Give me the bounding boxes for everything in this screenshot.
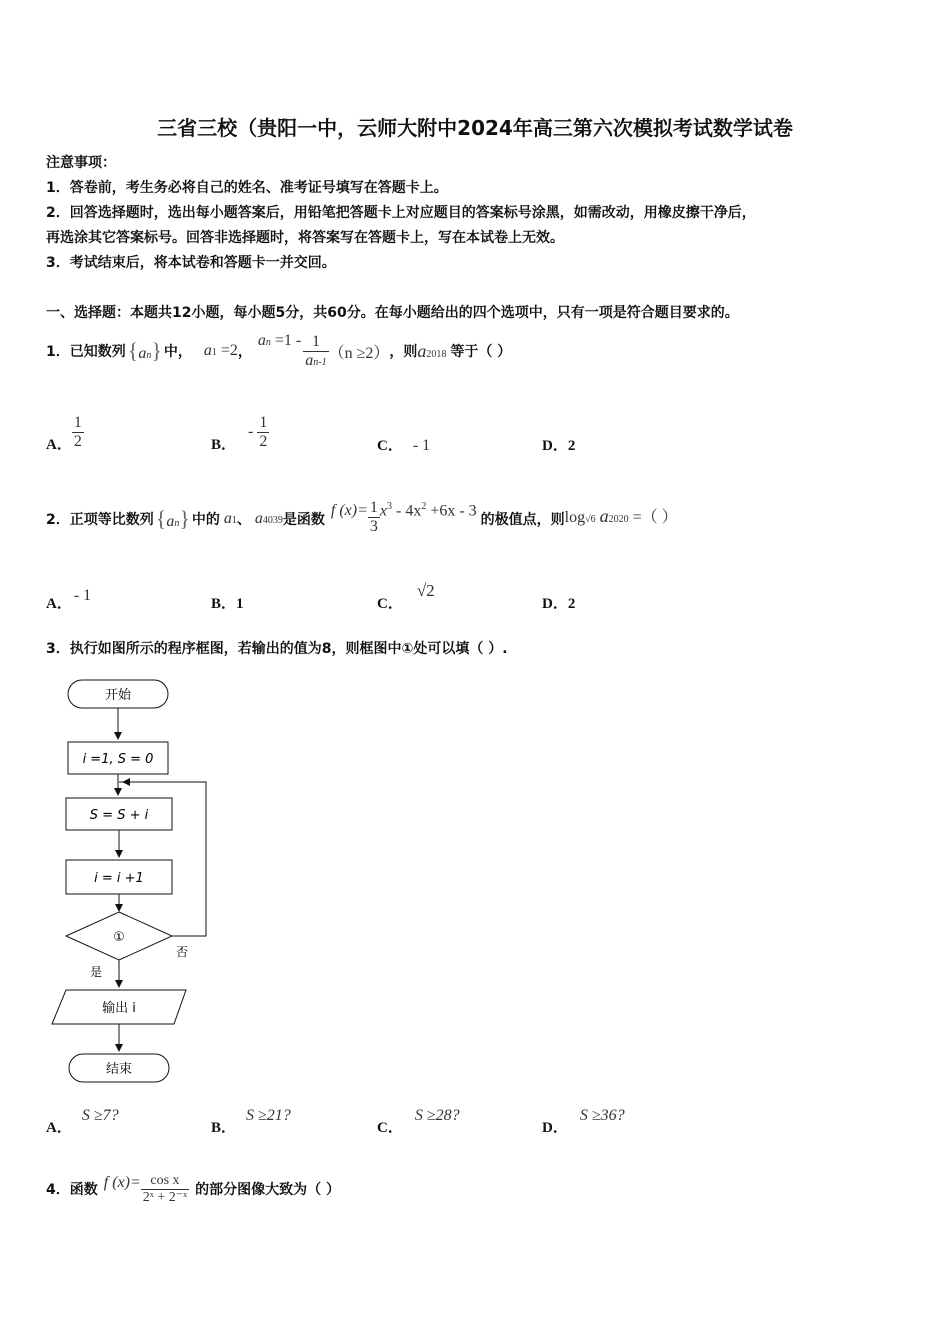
q4-fx: f (x)= [103,1174,141,1191]
q2-a1: a1 [223,510,237,527]
q1-option-b[interactable]: B． - $\frac{1}{2}$ [211,413,268,453]
q4-prefix: 4．函数 [46,1182,98,1198]
q2-sequence: {an} [155,506,190,531]
flow-increment-label: i = i +1 [94,871,144,886]
q2-is-function: 是函数 [282,512,325,528]
q2-option-d[interactable]: D．2 [542,596,576,612]
q1-tail: 等于（ ） [450,344,512,360]
q1-sequence: {an} [127,338,162,363]
flow-sum-label: S = S + i [89,808,149,823]
q2-option-a[interactable]: A． - 1 [46,587,92,612]
page-title: 三省三校（贵阳一中，云师大附中2024年高三第六次模拟考试数学试卷 [157,116,793,140]
section-heading: 一、选择题：本题共12小题，每小题5分，共60分。在每小题给出的四个选项中，只有一项是符合题目要求的。 [46,305,739,321]
q2-extreme: 的极值点，则 [480,512,565,528]
q3-option-b[interactable]: B．S ≥21? [211,1107,291,1136]
q3-option-c[interactable]: C．S ≥28? [377,1107,460,1136]
q1-comma: ， [237,344,252,360]
q1-then: ，则 [389,344,418,360]
question-4 [46,1164,340,1214]
q1-prefix: 1．已知数列 [46,344,126,360]
q1-a2018: a2018 [417,340,447,361]
q1-an: an =1 - [257,332,302,349]
flow-yes-label: 是 [89,965,103,979]
q1-option-a[interactable]: A． $\frac{1}{2}$ [46,413,82,453]
q4-tail: 的部分图像大致为（ ） [195,1182,341,1198]
q2-a4039: a4039 [254,510,283,527]
q2-option-c[interactable]: C．√2 [377,581,435,612]
flow-no-label: 否 [175,945,189,959]
notes-item-1: 1．答卷前，考生务必将自己的姓名、准考证号填写在答题卡上。 [46,180,448,196]
q1-option-c[interactable]: C． - 1 [377,437,431,454]
notes-item-3: 3．考试结束后，将本试卷和答题卡一并交回。 [46,255,336,271]
question-3: 3．执行如图所示的程序框图，若输出的值为8，则框图中①处可以填（ ）. [46,641,508,657]
q1-fraction: $\frac{1}{an-1}$ [305,332,327,369]
q2-sep: 、 [236,512,251,528]
flow-condition-label: ① [113,930,125,945]
q2-mid: 中的 [191,512,220,528]
flow-end-label: 结束 [105,1062,133,1077]
q2-log: log√6 a2020 =（ ） [564,505,678,526]
notes-item-2-cont: 再选涂其它答案标号。回答非选择题时，将答案写在答题卡上，写在本试卷上无效。 [46,230,564,246]
flow-output-label: 输出 i [102,1001,136,1016]
flow-init-label: i =1, S = 0 [82,752,154,767]
q1-mid: 中， [163,344,192,360]
q2-prefix: 2．正项等比数列 [46,512,154,528]
notes-item-2: 2．回答选择题时，选出每小题答案后，用铅笔把答题卡上对应题目的答案标号涂黑，如需改动，用橡皮擦干净后， [46,205,756,221]
q3-option-a[interactable]: A．S ≥7? [46,1107,119,1136]
q1-condition: （n ≥2） [328,344,390,362]
q2-fx: f (x)= [330,502,368,519]
q1-option-d[interactable]: D．2 [542,438,576,454]
q2-fraction: $\frac{1}{3}$ [369,498,378,535]
question-1 [46,326,511,376]
q1-a1: a1 =2 [203,342,238,359]
q4-fraction: $\frac{\text{cos x}}{\text{2ˣ + 2⁻ˣ}}$ [142,1173,188,1205]
flow-start-label: 开始 [104,688,132,703]
question-2 [46,494,678,544]
flowchart [40,670,220,1090]
notes-heading: 注意事项： [46,155,116,171]
q3-option-d[interactable]: D．S ≥36? [542,1107,625,1136]
q2-option-b[interactable]: B．1 [211,596,244,612]
q2-polynomial: $x^3 - 4x^2 +6x - 3$ [379,501,477,520]
